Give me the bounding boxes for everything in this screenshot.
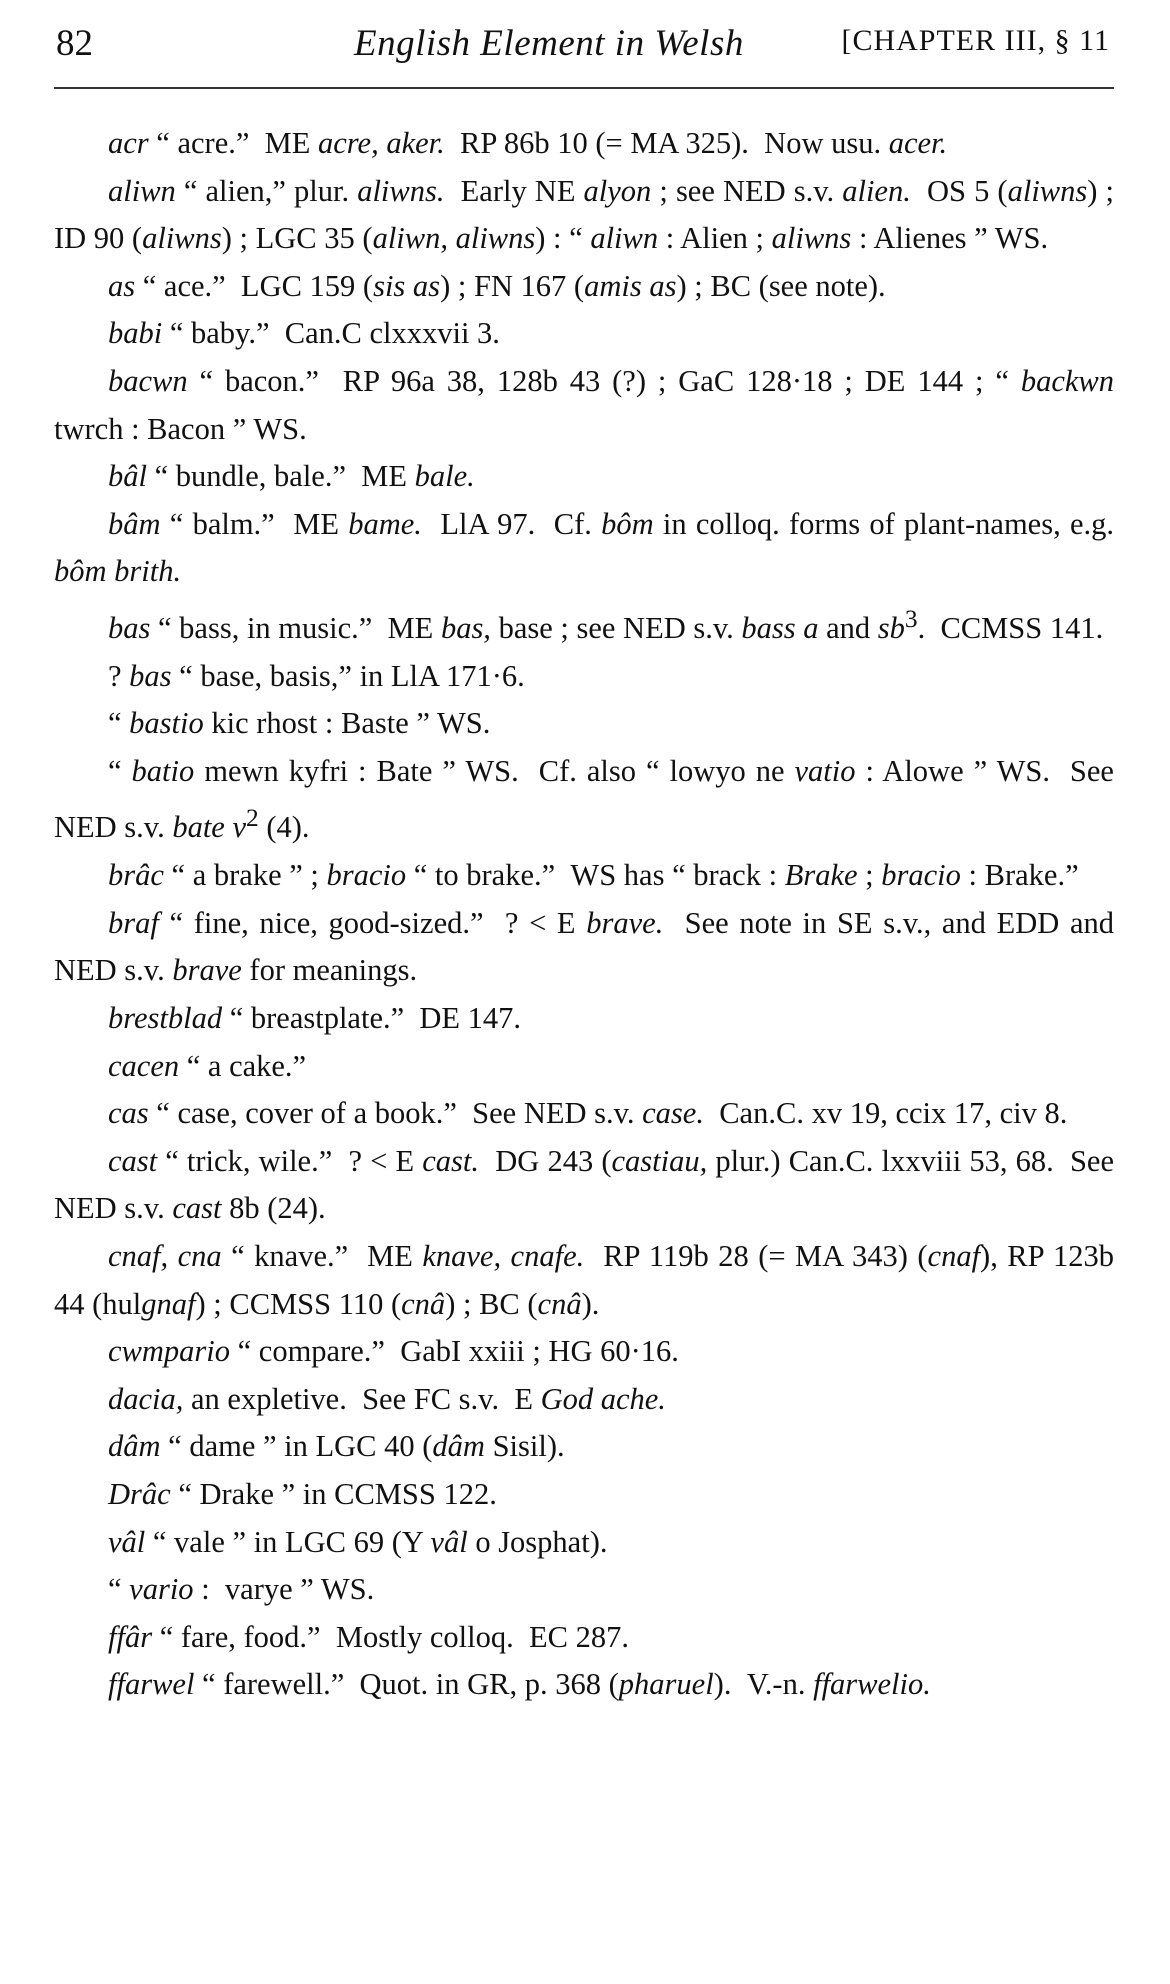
running-title: English Element in Welsh [354,23,744,64]
glossary-entry: cwmpario “ compare.” GabI xxiii ; HG 60·16. [108,1334,679,1369]
glossary-entry: babi “ baby.” Can.C clxxxvii 3. [108,316,500,351]
glossary-entry: ffarwel “ farewell.” Quot. in GR, p. 368 (pharuel). V.-n. ffarwelio. [108,1667,931,1702]
glossary-entry: vâl “ vale ” in LGC 69 (Y vâl o Josphat). [108,1524,608,1559]
running-header [54,22,1114,84]
chapter-reference: [CHAPTER III, § 11 [841,24,1110,57]
glossary-entry: dâm “ dame ” in LGC 40 (dâm Sisil). [108,1429,565,1464]
glossary-entry: bacwn “ bacon.” RP 96a 38, 128b 43 (?) ; GaC 128·18 ; DE 144 ; “ backwn twrch : Bacon ” WS. [54,363,1114,446]
glossary-entry: Drâc “ Drake ” in CCMSS 122. [108,1476,497,1511]
glossary-entry: cacen “ a cake.” [108,1048,307,1083]
glossary-entry: cas “ case, cover of a book.” See NED s.v. case. Can.C. xv 19, ccix 17, civ 8. [108,1096,1068,1131]
glossary-entry: acr “ acre.” ME acre, aker. RP 86b 10 (= MA 325). Now usu. acer. [108,126,948,160]
glossary-entry: cast “ trick, wile.” ? < E cast. DG 243 (castiau, plur.) Can.C. lxxviii 53, 68. See NED s.v. cast 8b (24). [54,1143,1114,1226]
glossary-entry: dacia, an expletive. See FC s.v. E God ache. [108,1381,666,1416]
glossary-entry: ? bas “ base, basis,” in LlA 171·6. [108,658,525,693]
glossary-entry: bas “ bass, in music.” ME bas, base ; see NED s.v. bass a and $sb^3$. CCMSS 141. [108,604,1104,646]
glossary-entry: “ batio mewn kyfri : Bate ” WS. Cf. also “ lowyo ne vatio : Alowe ” WS. See NED s.v. bate $v^2$ (4). [54,753,1114,845]
glossary-entry: bâl “ bundle, bale.” ME bale. [108,459,475,494]
page [54,22,1114,1702]
header-rule [54,87,1114,89]
glossary-entry: cnaf, cna “ knave.” ME knave, cnafe. RP 119b 28 (= MA 343) (cnaf), RP 123b 44 (hulgnaf) ; CCMSS 110 (cnâ) ; BC (cnâ). [54,1238,1114,1321]
glossary-entries [54,120,1114,1709]
glossary-entry: as “ ace.” LGC 159 (sis as) ; FN 167 (amis as) ; BC (see note). [108,268,886,303]
glossary-entry: “ vario : varye ” WS. [108,1572,375,1607]
page-number: 82 [56,23,93,64]
glossary-entry: ffâr “ fare, food.” Mostly colloq. EC 287. [108,1619,629,1654]
glossary-entry: brestblad “ breastplate.” DE 147. [108,1001,522,1035]
glossary-entry: aliwn “ alien,” plur. aliwns. Early NE alyon ; see NED s.v. alien. OS 5 (aliwns) ; ID 90 (aliwns) ; LGC 35 (aliwn, aliwns) : “ aliwn : Alien ; aliwns : Alienes ” WS. [54,173,1114,256]
glossary-entry: braf “ fine, nice, good-sized.” ? < E brave. See note in SE s.v., and EDD and NED s.v. brave for meanings. [54,905,1114,988]
glossary-entry: brâc “ a brake ” ; bracio “ to brake.” WS has “ brack : Brake ; bracio : Brake.” [108,858,1079,893]
glossary-entry: “ bastio kic rhost : Baste ” WS. [108,706,491,741]
glossary-entry: bâm “ balm.” ME bame. LlA 97. Cf. bôm in colloq. forms of plant-names, e.g. bôm brith. [54,506,1114,589]
